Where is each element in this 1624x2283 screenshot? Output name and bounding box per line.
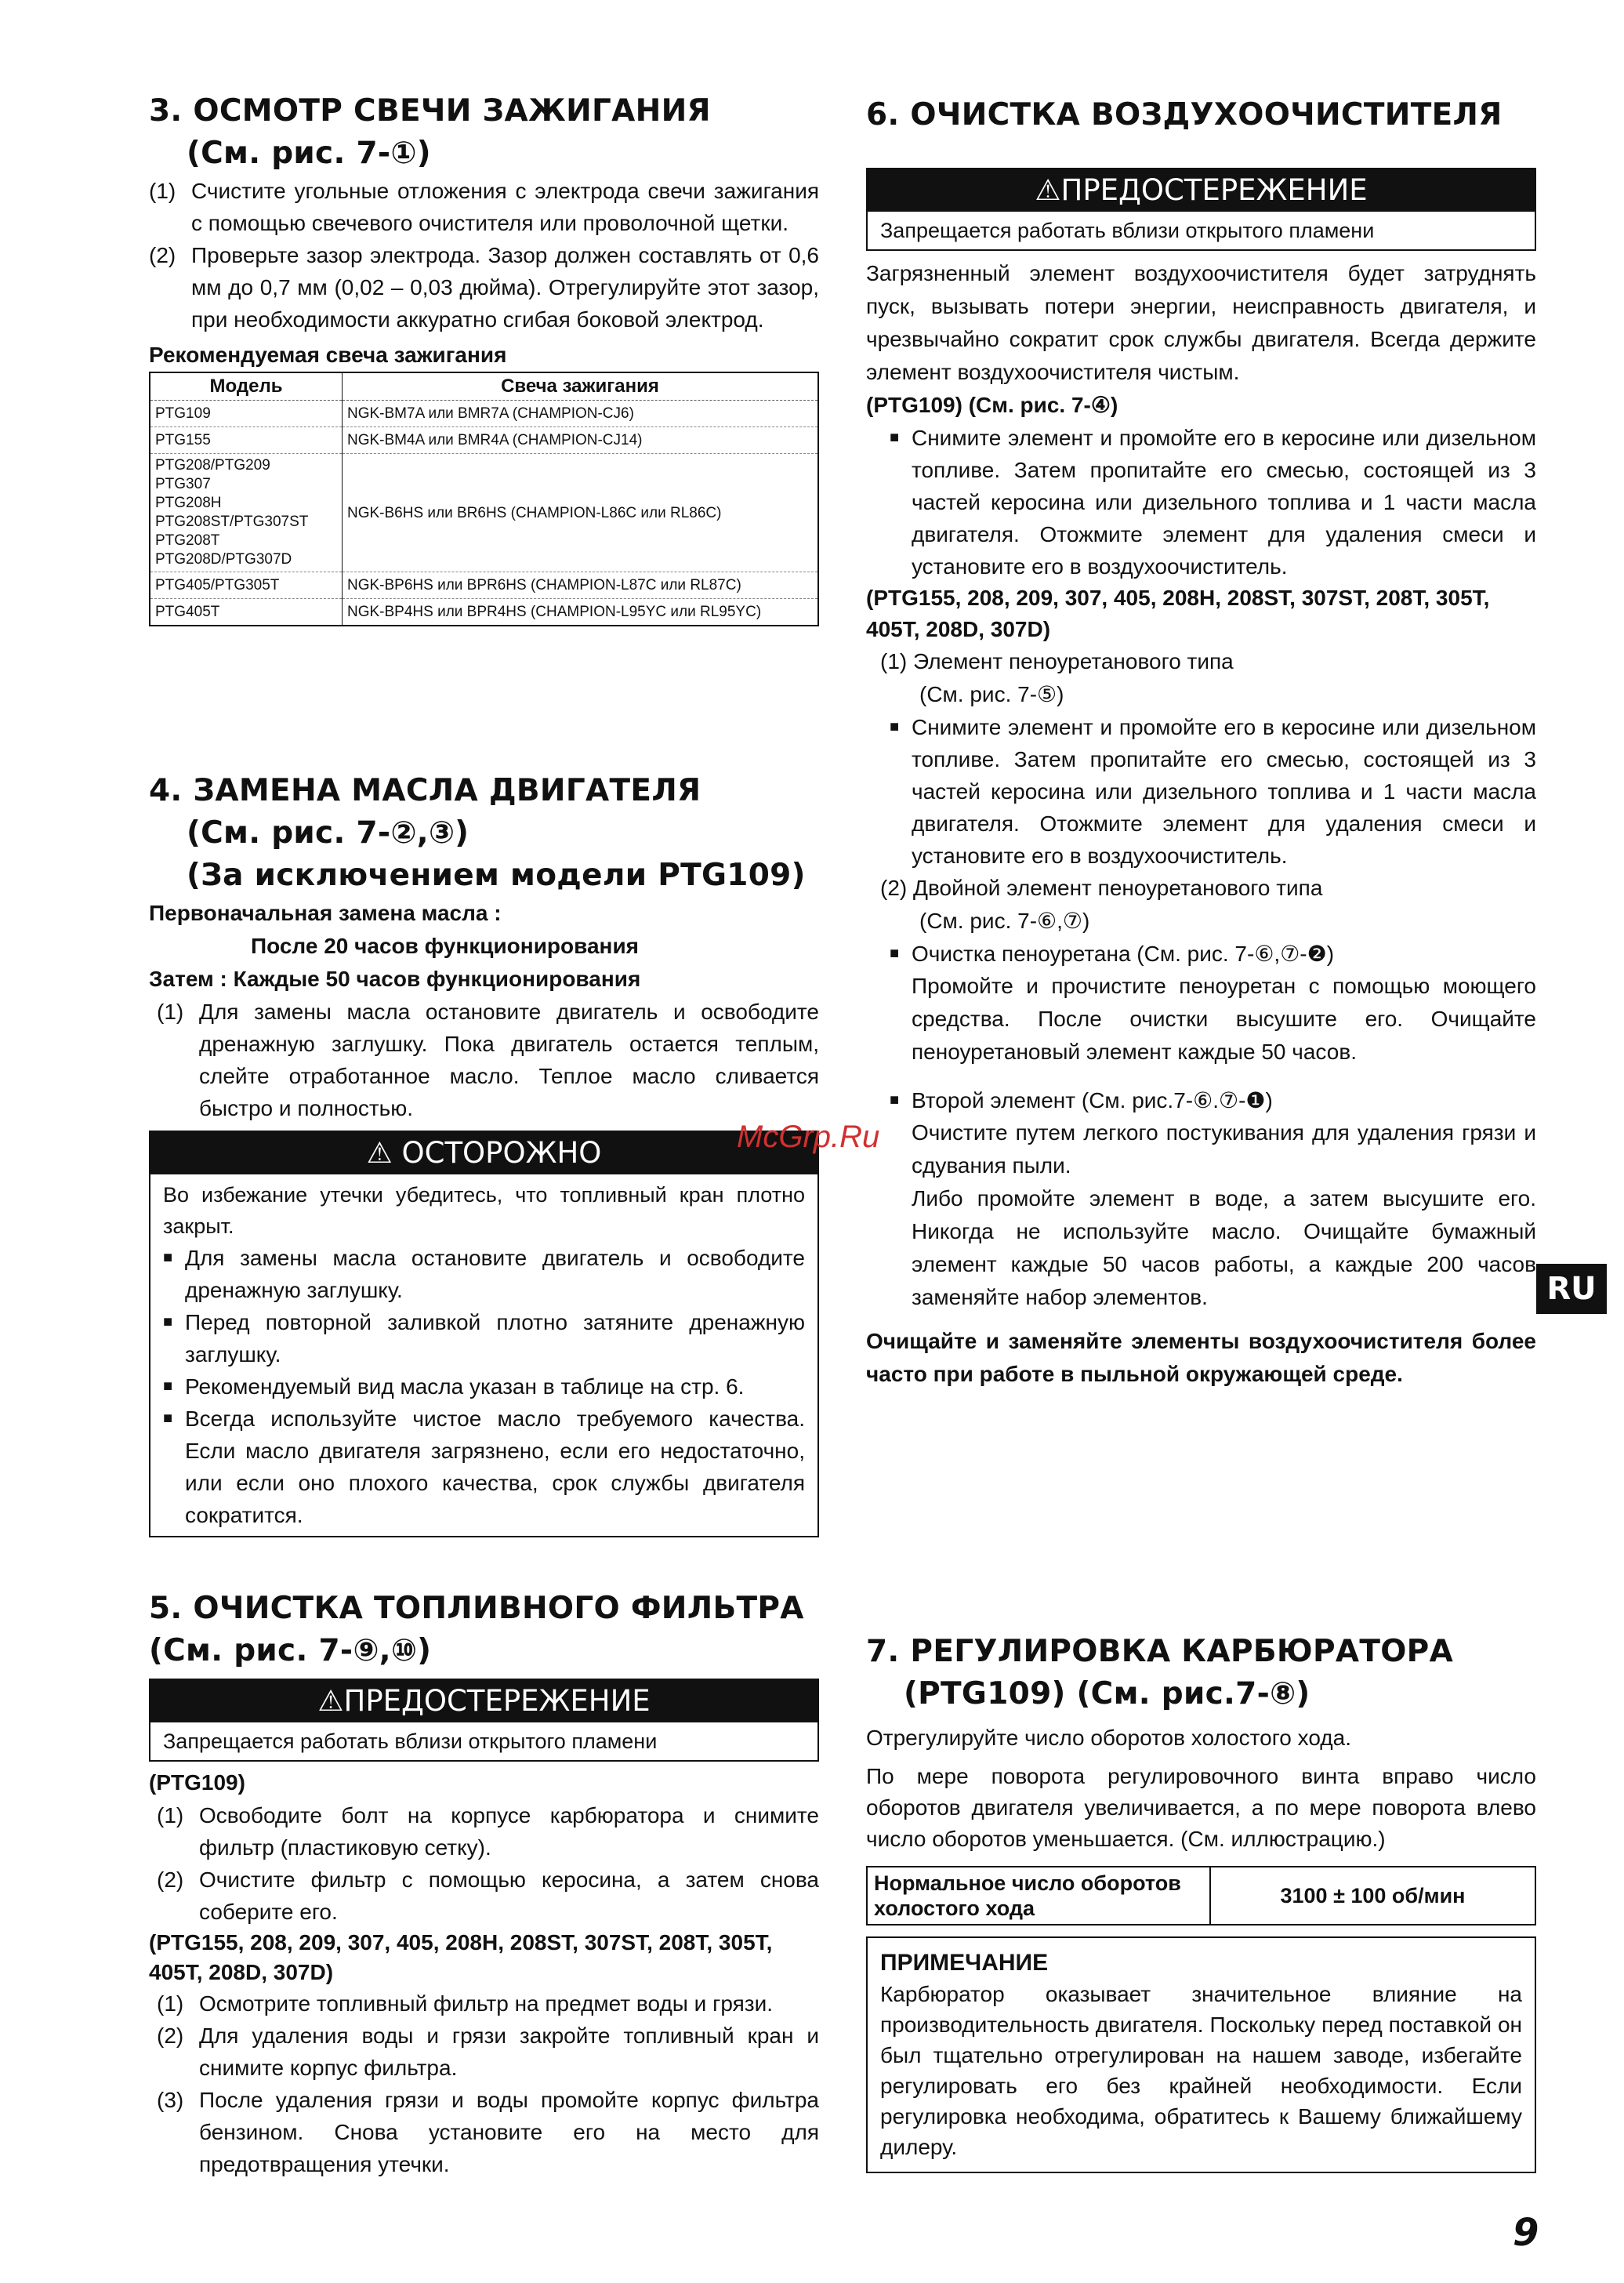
table-row: PTG208/PTG209 PTG307 PTG208H PTG208ST/PTG307ST PTG208T PTG208D/PTG307D NGK-B6HS или BR6HS (CHAMPION-L86C или RL86C) <box>150 454 818 572</box>
section-6-title: 6. ОЧИСТКА ВОЗДУХООЧИСТИТЕЛЯ <box>866 97 1503 132</box>
warning-text: Запрещается работать вблизи открытого пламени <box>880 219 1375 242</box>
section-3-title: 3. ОСМОТР СВЕЧИ ЗАЖИГАНИЯ <box>149 93 711 129</box>
list-item: ■ Рекомендуемый вид масла указан в таблице на стр. 6. <box>163 1374 745 1399</box>
list-item: (1) Освободите болт на корпусе карбюратора и снимите фильтр (пластиковую сетку). <box>157 1803 819 1860</box>
section-4-ref: (См. рис. 7-②,③) <box>187 815 469 851</box>
list-item: ■ Снимите элемент и промойте его в керосине или дизельном топливе. Затем пропитайте его смесью, состоящей из 3 частей керосина или дизельного топлива и 1 части масла двигателя. Отожмите элемент для удаления смеси и установите его в воздухоочиститель. <box>890 715 1536 868</box>
warning-title: ⚠ПРЕДОСТЕРЕЖЕНИЕ <box>868 169 1535 212</box>
section-4 <box>149 770 819 1537</box>
paragraph: По мере поворота регулировочного винта вправо число оборотов двигателя увеличивается, а по мере поворота влево число оборотов уменьшается. (См. иллюстрацию.) <box>866 1764 1536 1851</box>
section-7 <box>866 1631 1536 2173</box>
warning-box <box>866 168 1536 251</box>
model-label: (PTG155, 208, 209, 307, 405, 208H, 208ST, 307ST, 208T, 305T, 405T, 208D, 307D) <box>866 586 1490 641</box>
list-item: ■ Очистка пеноуретана (См. рис. 7-⑥,⑦-❷) <box>890 942 1335 966</box>
list-item: (2) Очистите фильтр с помощью керосина, а затем снова соберите его. <box>157 1867 819 1924</box>
spark-plug-table <box>149 372 819 626</box>
note-text: Карбюратор оказывает значительное влияние на производительность двигателя. Поскольку перед поставкой он был тщательно отрегулирован на нашем заводе, избегайте регулировать его без крайней необходимости. Если регулировка необходима, обратитесь к Вашему ближайшему дилеру. <box>880 1982 1522 2159</box>
table-header-row: Модель Свеча зажигания <box>150 372 818 401</box>
page-number: 9 <box>1513 2211 1539 2255</box>
note-title: ПРИМЕЧАНИЕ <box>880 1950 1049 1976</box>
caution-box <box>149 1131 819 1537</box>
first-change-label: Первоначальная замена масла : <box>149 901 502 925</box>
language-tab: RU <box>1536 1264 1607 1314</box>
model-label: (PTG109) <box>149 1770 245 1795</box>
first-change-value: После 20 часов функционирования <box>251 934 639 958</box>
paragraph: Очистите путем легкого постукивания для удаления грязи и сдувания пыли. <box>912 1120 1536 1178</box>
idle-rpm-table <box>866 1866 1536 1925</box>
section-7-title: 7. РЕГУЛИРОВКА КАРБЮРАТОРА <box>866 1634 1454 1669</box>
list-item: ■ Перед повторной заливкой плотно затяните дренажную заглушку. <box>163 1310 805 1367</box>
warning-title: ⚠ПРЕДОСТЕРЕЖЕНИЕ <box>150 1680 817 1722</box>
section-7-ref: (PTG109) (См. рис.7-⑧) <box>904 1676 1310 1711</box>
caution-intro: Во избежание утечки убедитесь, что топливный кран плотно закрыт. <box>163 1183 805 1238</box>
list-item: (1) Счистите угольные отложения с электрода свечи зажигания с помощью свечевого очистителя или проволочной щетки. <box>149 179 819 235</box>
list-item: (1) Осмотрите топливный фильтр на предмет воды и грязи. <box>157 1991 773 2016</box>
list-item: (3) После удаления грязи и воды промойте корпус фильтра бензином. Снова установите его на место для предотвращения утечки. <box>157 2088 819 2176</box>
list-item: (1) Для замены масла остановите двигатель и освободите дренажную заглушку. Пока двигатель остается теплым, слейте отработанное масло. Теплое масло сливается быстро и полностью. <box>157 1000 819 1120</box>
paragraph: Либо промойте элемент в воде, а затем высушите его. Никогда не используйте масло. Очищайте бумажный элемент каждые 50 часов работы, а каждые 200 часов заменяйте набор элементов. <box>912 1186 1536 1309</box>
list-item: ■ Снимите элемент и промойте его в керосине или дизельном топливе. Затем пропитайте его смесью, состоящей из 3 частей керосина или дизельного топлива и 1 части масла двигателя. Отожмите элемент для удаления смеси и установите его в воздухоочиститель. <box>890 426 1536 579</box>
spark-table-title: Рекомендуемая свеча зажигания <box>149 343 507 367</box>
section-3 <box>149 90 819 626</box>
section-3-ref: (См. рис. 7-①) <box>187 136 431 171</box>
table-row: PTG155 NGK-BM4A или BMR4A (CHAMPION-CJ14) <box>150 427 818 454</box>
idle-rpm-label: Нормальное число оборотов холостого хода <box>868 1867 1211 1924</box>
list-item: ■ Всегда используйте чистое масло требуемого качества. Если масло двигателя загрязнено, если его недостаточно, или если оно плохого качества, срок службы двигателя сократится. <box>163 1406 805 1527</box>
model-label: (PTG109) (См. рис. 7-④) <box>866 393 1118 417</box>
warning-text: Запрещается работать вблизи открытого пламени <box>163 1729 658 1753</box>
then-interval: Затем : Каждые 50 часов функционирования <box>149 967 641 991</box>
table-row: PTG405T NGK-BP4HS или BPR4HS (CHAMPION-L95YC или RL95YC) <box>150 599 818 626</box>
intro-paragraph: Загрязненный элемент воздухоочистителя будет затруднять пуск, вызывать потери энергии, неисправность двигателя, и чрезвычайно сократит срок службы двигателя. Всегда держите элемент воздухоочистителя чистым. <box>866 261 1536 384</box>
list-item: (2) Проверьте зазор электрода. Зазор должен составлять от 0,6 мм до 0,7 мм (0,02 – 0,03 дюйма). Отрегулируйте этот зазор, при необходимости аккуратно сгибая боковой электрод. <box>149 243 819 332</box>
paragraph: Промойте и прочистите пеноуретан с помощью моющего средства. После очистки высушите его. Очищайте пеноуретановый элемент каждые 50 часов. <box>912 974 1536 1064</box>
section-5-ref: (См. рис. 7-⑨,⑩) <box>149 1633 432 1668</box>
model-label: (PTG155, 208, 209, 307, 405, 208H, 208ST, 307ST, 208T, 305T, 405T, 208D, 307D) <box>149 1930 773 1984</box>
watermark: McGrp.Ru <box>737 1120 880 1154</box>
list-item: ■ Второй элемент (См. рис.7-⑥.⑦-❶) <box>890 1088 1273 1112</box>
warning-box <box>149 1679 819 1762</box>
list-item: (2) Двойной элемент пеноуретанового типа <box>880 876 1323 900</box>
table-row: PTG109 NGK-BM7A или BMR7A (CHAMPION-CJ6) <box>150 401 818 427</box>
idle-rpm-value: 3100 ± 100 об/мин <box>1280 1883 1466 1907</box>
caution-title: ⚠ ОСТОРОЖНО <box>150 1132 817 1174</box>
note-box <box>866 1936 1536 2173</box>
final-note: Очищайте и заменяйте элементы воздухоочистителя более часто при работе в пыльной окружающей среде. <box>866 1329 1536 1386</box>
figure-ref: (См. рис. 7-⑥,⑦) <box>919 909 1090 933</box>
paragraph: Отрегулируйте число оборотов холостого хода. <box>866 1726 1351 1750</box>
list-item: ■ Для замены масла остановите двигатель и освободите дренажную заглушку. <box>163 1246 805 1302</box>
figure-ref: (См. рис. 7-⑤) <box>919 682 1064 706</box>
list-item: (1) Элемент пеноуретанового типа <box>880 649 1234 673</box>
list-item: (2) Для удаления воды и грязи закройте топливный кран и снимите корпус фильтра. <box>157 2023 819 2080</box>
section-5 <box>149 1588 819 2180</box>
table-row: PTG405/PTG305T NGK-BP6HS или BPR6HS (CHAMPION-L87C или RL87C) <box>150 572 818 599</box>
section-5-title: 5. ОЧИСТКА ТОПЛИВНОГО ФИЛЬТРА <box>149 1591 804 1626</box>
section-6 <box>866 94 1536 1391</box>
section-4-title: 4. ЗАМЕНА МАСЛА ДВИГАТЕЛЯ <box>149 773 701 808</box>
section-4-ref2: (За исключением модели PTG109) <box>187 858 806 893</box>
